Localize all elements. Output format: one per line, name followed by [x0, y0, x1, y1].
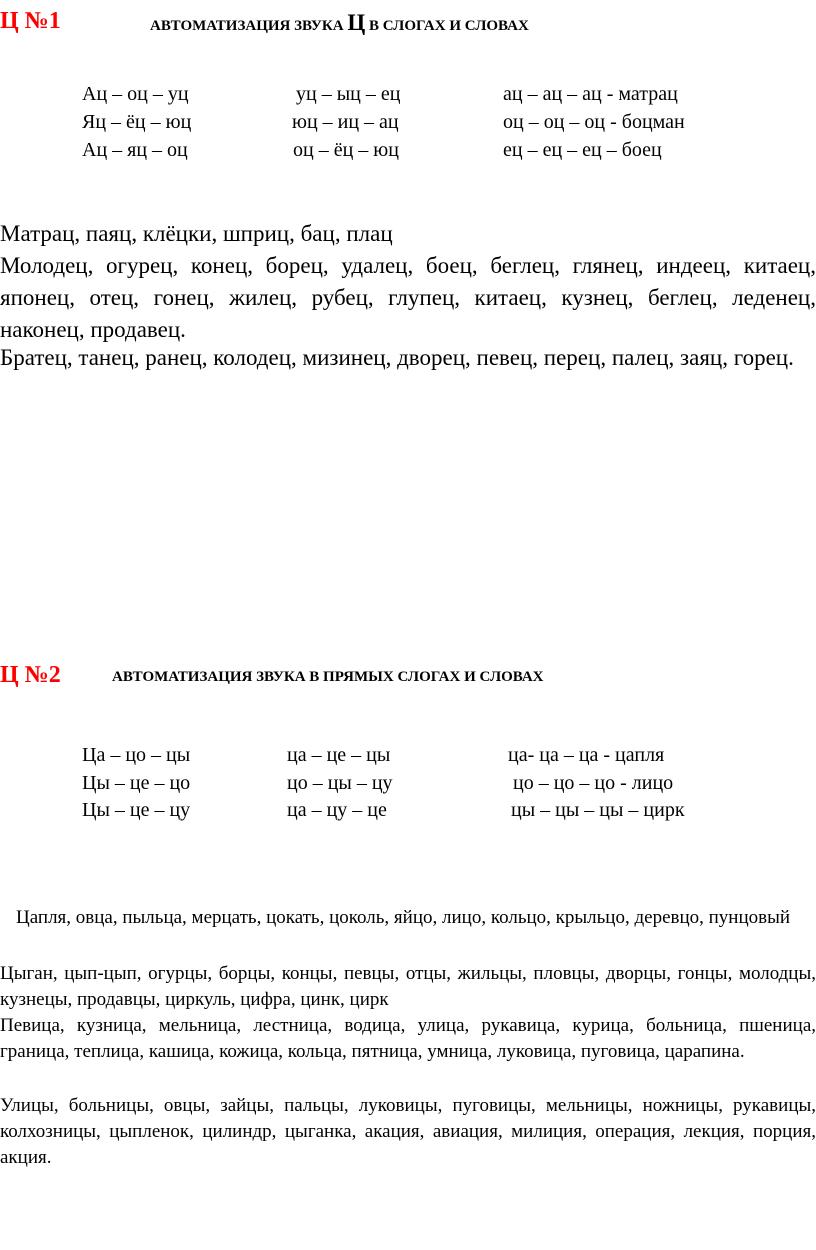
section1-title-part1: АВТОМАТИЗАЦИЯ ЗВУКА: [150, 18, 344, 34]
section2-words-paragraph2: Цыган, цып-цып, огурцы, борцы, концы, певцы, отцы, жильцы, пловцы, дворцы, гонцы, молодцы, кузнецы, продавцы, циркуль, цифра, цинк, цирк: [0, 963, 816, 1010]
section2-syllable: Цы – це – цу: [82, 799, 191, 821]
section2-words-paragraph3: Певица, кузница, мельница, лестница, водица, улица, рукавица, курица, больница, пшеница, граница, теплица, кашица, кожица, кольца, пятница, умница, луковица, пуговица, царапина.: [0, 1015, 816, 1062]
section2-syllable: Цы – це – цо: [82, 772, 191, 794]
section1-syllable: Ац – яц – оц: [82, 139, 188, 161]
section2-number: Ц №2: [0, 662, 61, 688]
section1-syllable: Яц – ёц – юц: [82, 111, 192, 133]
section1-title-part2: В СЛОГАХ И СЛОВАХ: [368, 18, 529, 34]
section1-syllable: оц – оц – оц - боцман: [503, 111, 685, 133]
section1-title-letter: Ц: [347, 10, 366, 35]
section2-syllable: ца – це – цы: [287, 744, 391, 766]
section1-syllable: оц – ёц – юц: [293, 139, 399, 161]
section2-words-paragraph1: Цапля, овца, пыльца, мерцать, цокать, цоколь, яйцо, лицо, кольцо, крыльцо, деревцо, пунцовый: [16, 907, 791, 928]
section2-title: АВТОМАТИЗАЦИЯ ЗВУКА В ПРЯМЫХ СЛОГАХ И СЛОВАХ: [112, 669, 544, 685]
section2-words-paragraph4: Улицы, больницы, овцы, зайцы, пальцы, луковицы, пуговицы, мельницы, ножницы, рукавицы, колхозницы, цыпленок, цилиндр, цыганка, акация, авиация, милиция, операция, лекция, порция, акция.: [0, 1095, 816, 1168]
section1-syllable: уц – ыц – ец: [296, 83, 401, 105]
section2-syllable: цы – цы – цы – цирк: [511, 799, 685, 821]
section1-title: [150, 10, 529, 36]
section1-syllable: Ац – оц – уц: [82, 83, 189, 105]
section1-words-paragraph3: Братец, танец, ранец, колодец, мизинец, дворец, певец, перец, палец, заяц, горец.: [0, 345, 794, 370]
section2-syllable: ца- ца – ца - цапля: [508, 744, 665, 766]
section2-syllable: ца – цу – це: [287, 799, 387, 821]
section1-words-line1: Матрац, паяц, клёцки, шприц, бац, плац: [0, 221, 393, 246]
section1-number: Ц №1: [0, 8, 61, 34]
section1-syllable: юц – иц – ац: [292, 111, 399, 133]
section1-syllable: ец – ец – ец – боец: [503, 139, 662, 161]
section2-syllable: цо – цо – цо - лицо: [513, 772, 674, 794]
section1-syllable: ац – ац – ац - матрац: [503, 83, 678, 105]
section2-syllable: Ца – цо – цы: [82, 744, 191, 766]
section1-words-paragraph2: Молодец, огурец, конец, борец, удалец, боец, беглец, глянец, индеец, китаец, японец, отец, гонец, жилец, рубец, глупец, китаец, кузнец, беглец, леденец, наконец, продавец.: [0, 253, 816, 342]
section2-syllable: цо – цы – цу: [287, 772, 393, 794]
